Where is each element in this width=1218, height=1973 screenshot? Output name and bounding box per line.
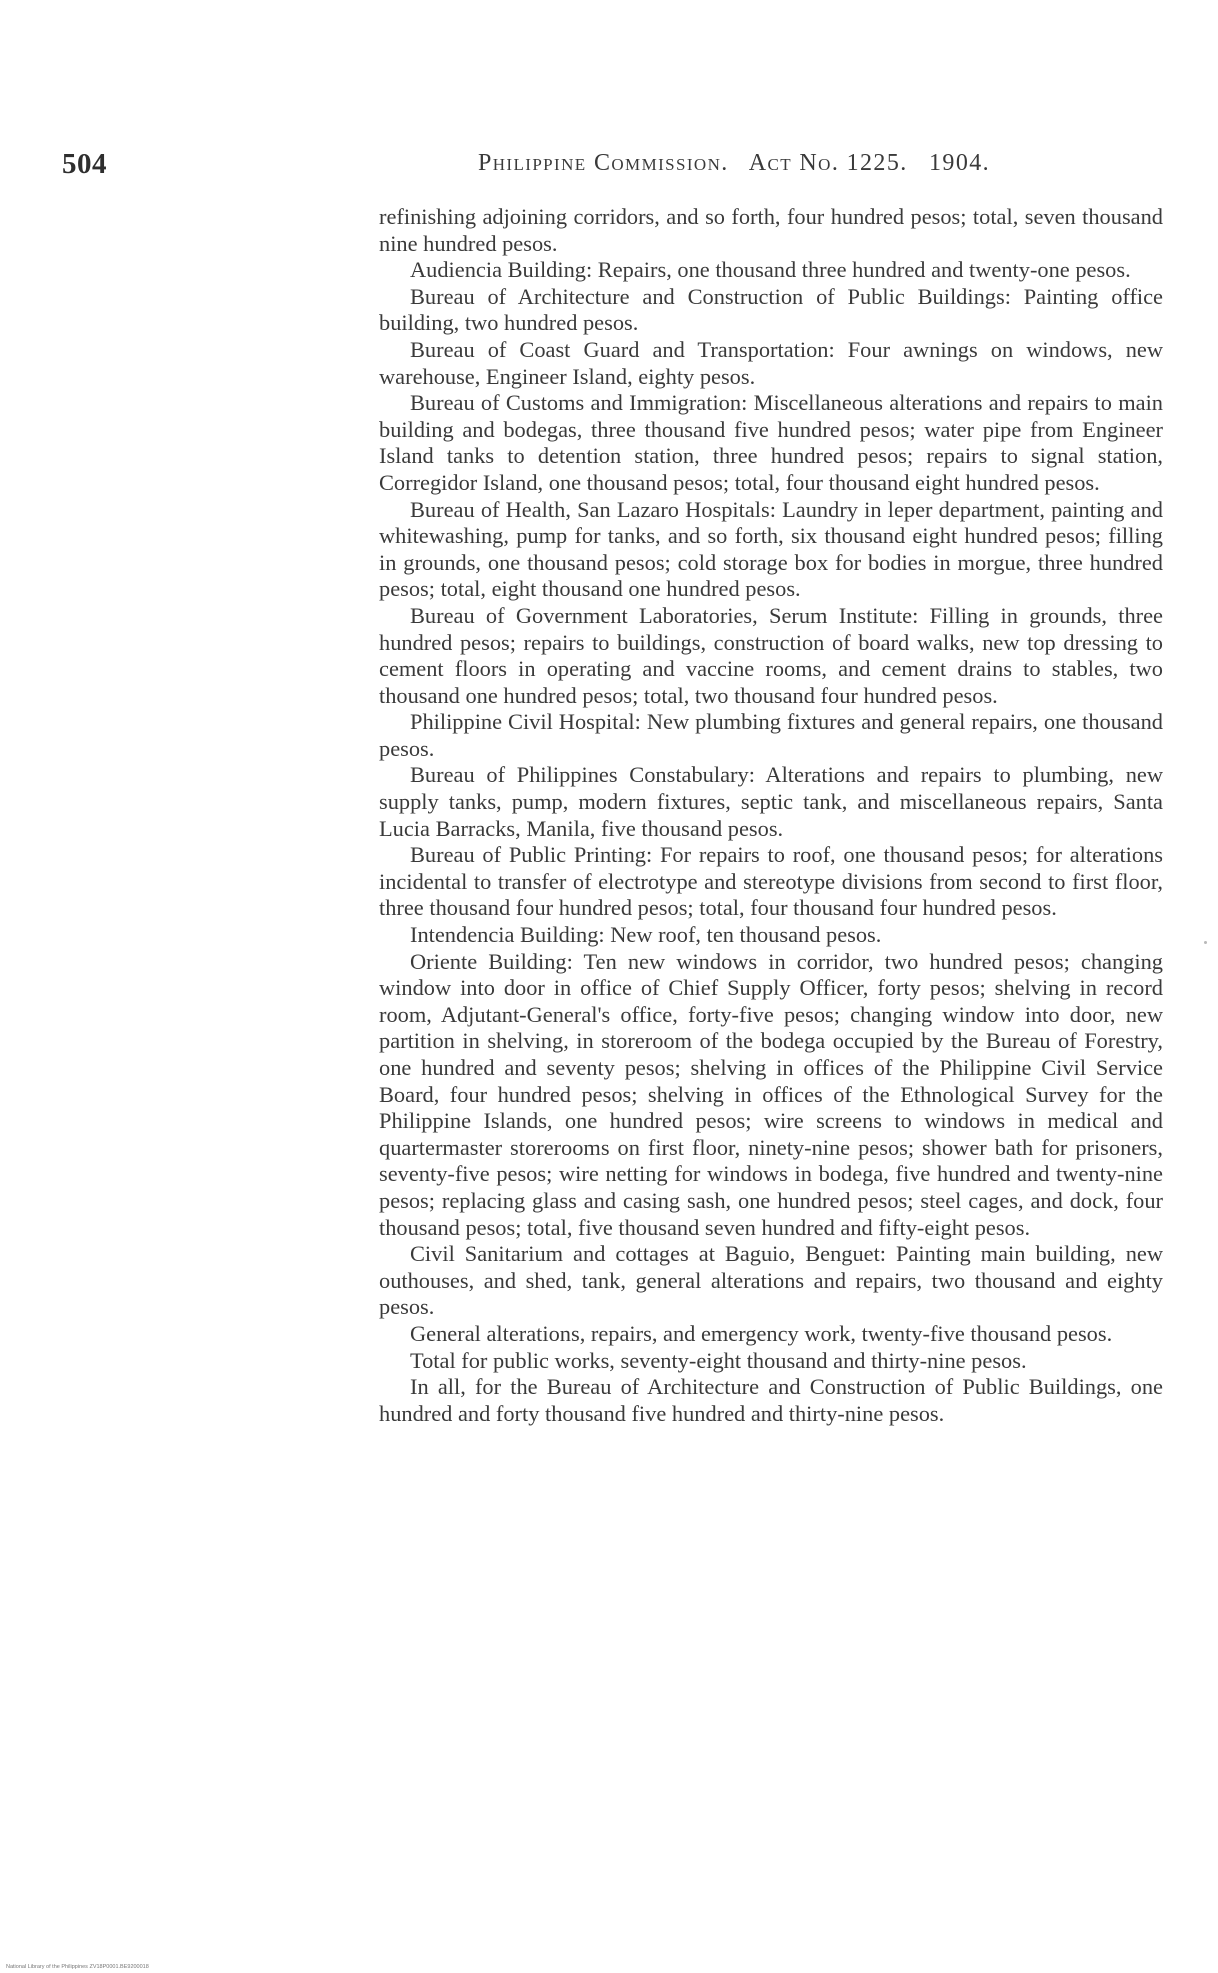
paragraph-bureau-architecture: Bureau of Architecture and Construction of Public Buildings: Painting office building, two hundred pesos. [379, 283, 1163, 336]
running-head [478, 150, 1004, 177]
paragraph-continued: refinishing adjoining corridors, and so forth, four hundred pesos; total, seven thousand nine hundred pesos. [379, 204, 1163, 256]
paragraph-government-laboratories: Bureau of Government Laboratories, Serum Institute: Filling in grounds, three hundred pesos; repairs to buildings, construction of board walks, new top dressing to cement floors in operating and vaccine rooms, and cement drains to stables, two thousand one hundred pesos; total, two thousand four hundred pesos. [379, 602, 1163, 708]
scan-mark [1204, 941, 1207, 944]
paragraph-total-public-works: Total for public works, seventy-eight thousand and thirty-nine pesos. [410, 1347, 1027, 1373]
year: 1904. [929, 150, 991, 176]
paragraph-baguio-sanitarium: Civil Sanitarium and cottages at Baguio, Benguet: Painting main building, new outhouses, and shed, tank, general alterations and repairs, two thousand and eighty pesos. [379, 1241, 1163, 1320]
paragraph-public-printing: Bureau of Public Printing: For repairs to roof, one thousand pesos; for alterations incidental to transfer of electrotype and stereotype divisions from second to first floor, three thousand four hundred pesos; total, four thousand four hundred pesos. [379, 842, 1163, 921]
paragraph-oriente-building: Oriente Building: Ten new windows in corridor, two hundred pesos; changing window into door in office of Chief Supply Officer, forty pesos; shelving in record room, Adjutant-General's office, forty-five pesos; changing window into door, new partition in shelving, in storeroom of the bodega occupied by the Bureau of Forestry, one hundred and seventy pesos; shelving in offices of the Philippine Civil Service Board, four hundred pesos; shelving in offices of the Ethnological Survey for the Philippine Islands, one hundred pesos; wire screens to windows in medical and quartermaster storerooms on first floor, ninety-nine pesos; shower bath for prisoners, seventy-five pesos; wire netting for windows in bodega, five hundred and twenty-nine pesos; replacing glass and casing sash, one hundred pesos; steel cages, and dock, four thousand pesos; total, five thousand seven hundred and fifty-eight pesos. [379, 948, 1163, 1240]
page-number: 504 [62, 148, 107, 180]
publication-title: Philippine Commission. [478, 150, 729, 176]
paragraph-customs-immigration: Bureau of Customs and Immigration: Miscellaneous alterations and repairs to main building and bodegas, three thousand five hundred pesos; water pipe from Engineer Island tanks to detention station, three hundred pesos; repairs to signal station, Corregidor Island, one thousand pesos; total, four thousand eight hundred pesos. [379, 390, 1163, 495]
paragraph-grand-total: In all, for the Bureau of Architecture and Construction of Public Buildings, one hundred and forty thousand five hundred and thirty-nine pesos. [379, 1374, 1163, 1426]
paragraph-health-san-lazaro: Bureau of Health, San Lazaro Hospitals: Laundry in leper department, painting and whitewashing, pump for tanks, and so forth, six thousand eight hundred pesos; filling in grounds, one thousand pesos; cold storage box for bodies in morgue, three hundred pesos; total, eight thousand one hundred pesos. [379, 496, 1163, 602]
paragraph-general-alterations: General alterations, repairs, and emergency work, twenty-five thousand pesos. [410, 1320, 1113, 1346]
paragraph-civil-hospital: Philippine Civil Hospital: New plumbing fixtures and general repairs, one thousand pesos. [379, 709, 1163, 761]
paragraph-intendencia: Intendencia Building: New roof, ten thousand pesos. [410, 922, 882, 948]
paragraph-constabulary: Bureau of Philippines Constabulary: Alterations and repairs to plumbing, new supply tanks, pump, modern fixtures, septic tank, and miscellaneous repairs, Santa Lucia Barracks, Manila, five thousand pesos. [379, 762, 1163, 841]
act-number: Act No. 1225. [748, 150, 908, 176]
footer-source-note: National Library of the Philippines ZV18P0001.BE9200018 [6, 1964, 149, 1970]
body-text [379, 204, 1163, 1427]
paragraph-audiencia-building: Audiencia Building: Repairs, one thousand three hundred and twenty-one pesos. [410, 257, 1131, 283]
paragraph-coast-guard: Bureau of Coast Guard and Transportation: Four awnings on windows, new warehouse, Engineer Island, eighty pesos. [379, 336, 1163, 389]
